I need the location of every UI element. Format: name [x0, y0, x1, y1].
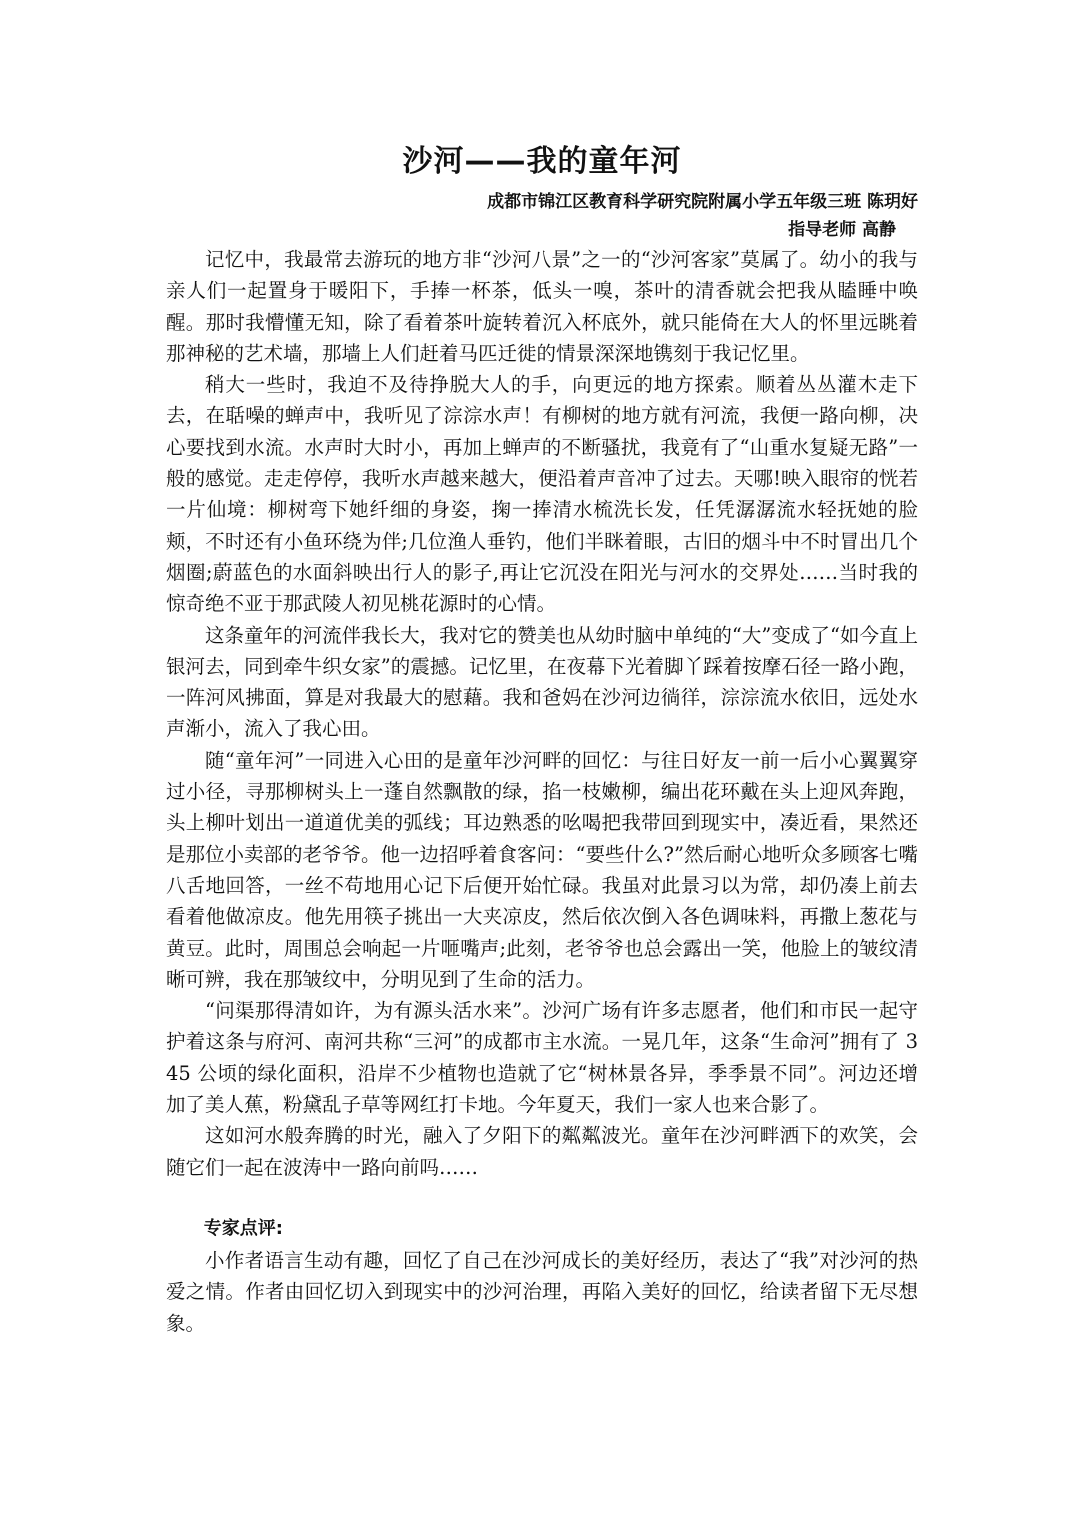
article-body	[166, 244, 918, 1183]
section-spacer	[166, 1183, 918, 1213]
paragraph: 这如河水般奔腾的时光，融入了夕阳下的粼粼波光。童年在沙河畔洒下的欢笑，会随它们一起在波涛中一路向前吗……	[166, 1124, 918, 1179]
article-title: 沙河——我的童年河	[402, 144, 682, 179]
author-line: 成都市锦江区教育科学研究院附属小学五年级三班 陈玥好	[487, 192, 918, 212]
paragraph: 记忆中，我最常去游玩的地方非“沙河八景”之一的“沙河客家”莫属了。幼小的我与亲人们一起置身于暖阳下，手捧一杯茶，低头一嗅，茶叶的清香就会把我从瞌睡中唤醒。那时我懵懂无知，除了看着茶叶旋转着沉入杯底外，就只能倚在大人的怀里远眺着那神秘的艺术墙，那墙上人们赶着马匹迁徙的情景深深地镌刻于我记忆里。	[166, 248, 918, 365]
review-paragraph: 小作者语言生动有趣，回忆了自己在沙河成长的美好经历，表达了“我”对沙河的热爱之情。作者由回忆切入到现实中的沙河治理，再陷入美好的回忆，给读者留下无尽想象。	[166, 1248, 918, 1335]
paragraph: “问渠那得清如许，为有源头活水来”。沙河广场有许多志愿者，他们和市民一起守护着这条与府河、南河共称“三河”的成都市主水流。一晃几年，这条“生命河”拥有了 345 公顷的绿化面积，沿岸不少植物也造就了它“树林景各异，季季景不同”。河边还增加了美人蕉，粉黛乱子草等网红打卡地。今年夏天，我们一家人也来合影了。	[166, 999, 918, 1117]
paragraph: 这条童年的河流伴我长大，我对它的赞美也从幼时脑中单纯的“大”变成了“如今直上银河去，同到牵牛织女家”的震撼。记忆里，在夜幕下光着脚丫踩着按摩石径一路小跑，一阵河风拂面，算是对我最大的慰藉。我和爸妈在沙河边徜徉，淙淙流水依旧，远处水声渐小，流入了我心田。	[166, 623, 918, 741]
document-page	[166, 142, 918, 1339]
paragraph: 随“童年河”一同进入心田的是童年沙河畔的回忆：与往日好友一前一后小心翼翼穿过小径，寻那柳树头上一蓬自然飘散的绿，掐一枝嫩柳，编出花环戴在头上迎风奔跑，头上柳叶划出一道道优美的弧线；耳边熟悉的吆喝把我带回到现实中，凑近看，果然还是那位小卖部的老爷爷。他一边招呼着食客问：“要些什么?”然后耐心地听众多顾客七嘴八舌地回答，一丝不苟地用心记下后便开始忙碌。我虽对此景习以为常，却仍凑上前去看着他做凉皮。他先用筷子挑出一大夹凉皮，然后依次倒入各色调味料，再撒上葱花与黄豆。此时，周围总会响起一片咂嘴声;此刻，老爷爷也总会露出一笑，他脸上的皱纹清晰可辨，我在那皱纹中，分明见到了生命的活力。	[166, 748, 918, 991]
review-body	[166, 1245, 918, 1339]
review-heading: 专家点评:	[203, 1217, 283, 1239]
teacher-line: 指导老师 高静	[788, 220, 896, 240]
paragraph: 稍大一些时，我迫不及待挣脱大人的手，向更远的地方探索。顺着丛丛灌木走下去，在聒噪的蝉声中，我听见了淙淙水声！有柳树的地方就有河流，我便一路向柳，决心要找到水流。水声时大时小，再加上蝉声的不断骚扰，我竟有了“山重水复疑无路”一般的感觉。走走停停，我听水声越来越大，便沿着声音冲了过去。天哪!映入眼帘的恍若一片仙境：柳树弯下她纤细的身姿，掬一捧清水梳洗长发，任凭潺潺流水轻抚她的脸颊，不时还有小鱼环绕为伴;几位渔人垂钓，他们半眯着眼，古旧的烟斗中不时冒出几个烟圈;蔚蓝色的水面斜映出行人的影子,再让它沉没在阳光与河水的交界处……当时我的惊奇绝不亚于那武陵人初见桃花源时的心情。	[166, 373, 918, 616]
